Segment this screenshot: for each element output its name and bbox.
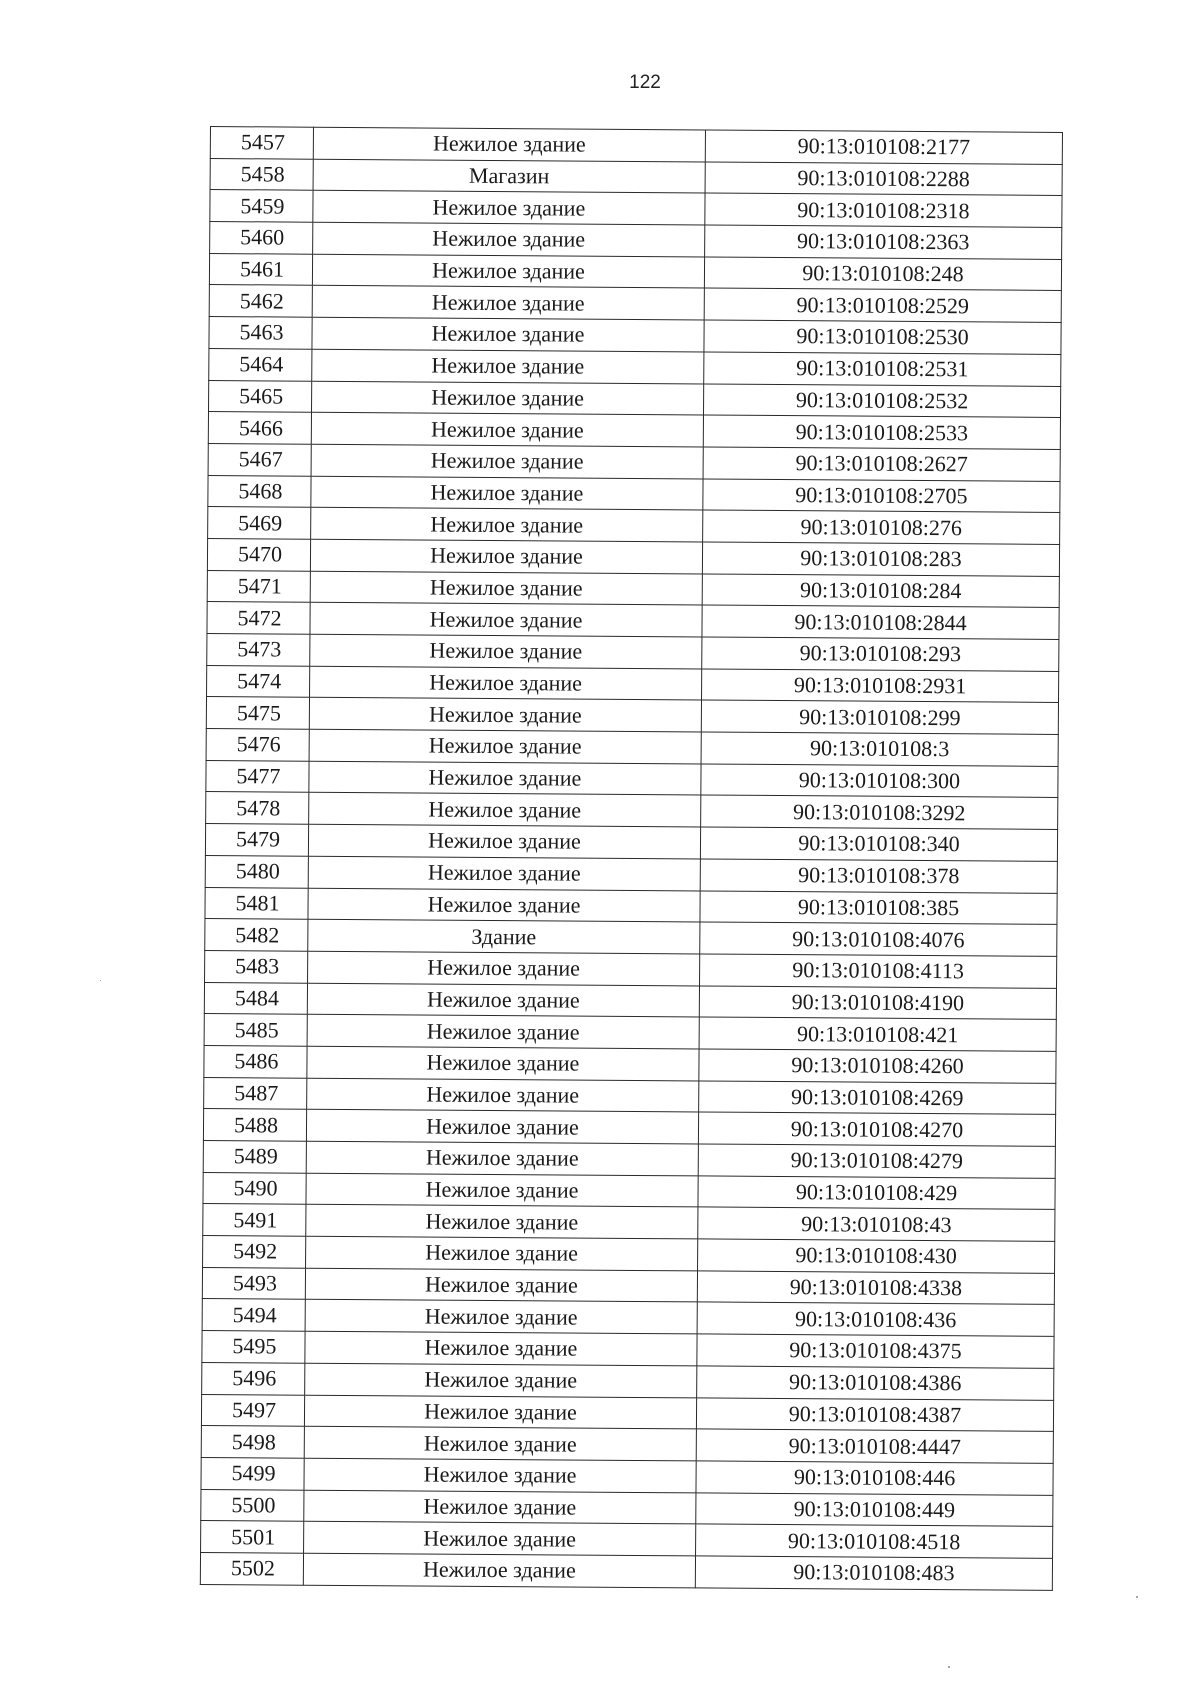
object-type-cell: Нежилое здание <box>310 666 702 700</box>
object-type-cell: Нежилое здание <box>305 1300 697 1334</box>
row-number-cell: 5491 <box>203 1204 306 1236</box>
cadastral-number-cell: 90:13:010108:340 <box>700 827 1057 861</box>
object-type-cell: Нежилое здание <box>307 1078 699 1112</box>
row-number-cell: 5463 <box>209 317 312 349</box>
row-number-cell: 5471 <box>207 570 310 602</box>
cadastral-number-cell: 90:13:010108:449 <box>696 1492 1053 1526</box>
object-type-cell: Нежилое здание <box>304 1490 696 1524</box>
row-number-cell: 5479 <box>205 824 308 856</box>
object-type-cell: Нежилое здание <box>304 1426 696 1460</box>
row-number-cell: 5497 <box>201 1394 304 1426</box>
cadastral-number-cell: 90:13:010108:276 <box>703 510 1060 544</box>
row-number-cell: 5489 <box>203 1140 306 1172</box>
object-type-cell: Нежилое здание <box>313 222 705 256</box>
row-number-cell: 5461 <box>209 253 312 285</box>
object-type-cell: Нежилое здание <box>305 1268 697 1302</box>
row-number-cell: 5493 <box>202 1267 305 1299</box>
row-number-cell: 5484 <box>204 982 307 1014</box>
object-type-cell: Нежилое здание <box>306 1173 698 1207</box>
row-number-cell: 5460 <box>210 222 313 254</box>
object-type-cell: Нежилое здание <box>310 634 702 668</box>
object-type-cell: Нежилое здание <box>312 317 704 351</box>
row-number-cell: 5480 <box>205 855 308 887</box>
row-number-cell: 5458 <box>210 158 313 190</box>
row-number-cell: 5494 <box>202 1299 305 1331</box>
cadastral-number-cell: 90:13:010108:4269 <box>699 1081 1056 1115</box>
object-type-cell: Нежилое здание <box>308 951 700 985</box>
object-type-cell: Нежилое здание <box>307 1046 699 1080</box>
object-type-cell: Нежилое здание <box>308 888 700 922</box>
cadastral-number-cell: 90:13:010108:4270 <box>698 1112 1055 1146</box>
cadastral-number-cell: 90:13:010108:4260 <box>699 1049 1056 1083</box>
object-type-cell: Нежилое здание <box>306 1110 698 1144</box>
object-type-cell: Нежилое здание <box>308 824 700 858</box>
object-type-cell: Нежилое здание <box>304 1458 696 1492</box>
cadastral-number-cell: 90:13:010108:2531 <box>704 352 1061 386</box>
object-type-cell: Нежилое здание <box>311 444 703 478</box>
object-type-cell: Нежилое здание <box>305 1363 697 1397</box>
row-number-cell: 5470 <box>207 538 310 570</box>
row-number-cell: 5464 <box>209 348 312 380</box>
cadastral-number-cell: 90:13:010108:4076 <box>700 922 1057 956</box>
cadastral-number-cell: 90:13:010108:4386 <box>697 1366 1054 1400</box>
cadastral-number-cell: 90:13:010108:446 <box>696 1461 1053 1495</box>
cadastral-number-cell: 90:13:010108:300 <box>701 764 1058 798</box>
row-number-cell: 5465 <box>209 380 312 412</box>
cadastral-number-cell: 90:13:010108:421 <box>699 1017 1056 1051</box>
row-number-cell: 5474 <box>207 665 310 697</box>
cadastral-number-cell: 90:13:010108:299 <box>701 700 1058 734</box>
row-number-cell: 5475 <box>206 697 309 729</box>
cadastral-number-cell: 90:13:010108:430 <box>698 1239 1055 1273</box>
register-table-container <box>200 126 1062 1591</box>
cadastral-number-cell: 90:13:010108:284 <box>702 574 1059 608</box>
row-number-cell: 5501 <box>201 1521 304 1553</box>
object-type-cell: Нежилое здание <box>304 1395 696 1429</box>
object-type-cell: Нежилое здание <box>306 1236 698 1270</box>
cadastral-number-cell: 90:13:010108:2530 <box>704 320 1061 354</box>
row-number-cell: 5462 <box>209 285 312 317</box>
object-type-cell: Нежилое здание <box>309 698 701 732</box>
cadastral-number-cell: 90:13:010108:2363 <box>705 225 1062 259</box>
row-number-cell: 5488 <box>203 1109 306 1141</box>
row-number-cell: 5499 <box>201 1457 304 1489</box>
object-type-cell: Нежилое здание <box>309 793 701 827</box>
row-number-cell: 5468 <box>208 475 311 507</box>
row-number-cell: 5472 <box>207 602 310 634</box>
object-type-cell: Нежилое здание <box>307 983 699 1017</box>
cadastral-number-cell: 90:13:010108:43 <box>698 1207 1055 1241</box>
row-number-cell: 5457 <box>210 127 313 159</box>
object-type-cell: Нежилое здание <box>310 603 702 637</box>
cadastral-number-cell: 90:13:010108:248 <box>704 257 1061 291</box>
object-type-cell: Нежилое здание <box>309 761 701 795</box>
scan-speck <box>100 980 101 981</box>
cadastral-number-cell: 90:13:010108:283 <box>702 542 1059 576</box>
cadastral-number-cell: 90:13:010108:2533 <box>703 415 1060 449</box>
row-number-cell: 5500 <box>201 1489 304 1521</box>
table-row <box>200 1552 1052 1590</box>
row-number-cell: 5478 <box>206 792 309 824</box>
object-type-cell: Магазин <box>313 159 705 193</box>
object-type-cell: Нежилое здание <box>309 729 701 763</box>
register-table <box>200 126 1063 1591</box>
cadastral-number-cell: 90:13:010108:4375 <box>697 1334 1054 1368</box>
scan-speck <box>1136 1596 1138 1598</box>
object-type-cell: Нежилое здание <box>304 1521 696 1555</box>
row-number-cell: 5486 <box>204 1045 307 1077</box>
row-number-cell: 5485 <box>204 1014 307 1046</box>
cadastral-number-cell: 90:13:010108:2844 <box>702 605 1059 639</box>
object-type-cell: Нежилое здание <box>303 1553 695 1587</box>
object-type-cell: Нежилое здание <box>311 412 703 446</box>
row-number-cell: 5459 <box>210 190 313 222</box>
row-number-cell: 5469 <box>208 507 311 539</box>
row-number-cell: 5467 <box>208 443 311 475</box>
object-type-cell: Нежилое здание <box>312 349 704 383</box>
object-type-cell: Здание <box>308 919 700 953</box>
object-type-cell: Нежилое здание <box>306 1141 698 1175</box>
cadastral-number-cell: 90:13:010108:2177 <box>705 130 1062 164</box>
row-number-cell: 5502 <box>200 1552 303 1584</box>
cadastral-number-cell: 90:13:010108:385 <box>700 890 1057 924</box>
row-number-cell: 5481 <box>205 887 308 919</box>
cadastral-number-cell: 90:13:010108:2288 <box>705 162 1062 196</box>
object-type-cell: Нежилое здание <box>305 1331 697 1365</box>
object-type-cell: Нежилое здание <box>312 286 704 320</box>
cadastral-number-cell: 90:13:010108:2532 <box>703 383 1060 417</box>
cadastral-number-cell: 90:13:010108:4190 <box>699 986 1056 1020</box>
object-type-cell: Нежилое здание <box>311 476 703 510</box>
cadastral-number-cell: 90:13:010108:429 <box>698 1176 1055 1210</box>
row-number-cell: 5466 <box>208 412 311 444</box>
cadastral-number-cell: 90:13:010108:293 <box>702 637 1059 671</box>
cadastral-number-cell: 90:13:010108:2627 <box>703 447 1060 481</box>
row-number-cell: 5473 <box>207 633 310 665</box>
cadastral-number-cell: 90:13:010108:4447 <box>696 1429 1053 1463</box>
scan-speck <box>948 1666 950 1668</box>
object-type-cell: Нежилое здание <box>312 381 704 415</box>
row-number-cell: 5487 <box>204 1077 307 1109</box>
cadastral-number-cell: 90:13:010108:2931 <box>702 669 1059 703</box>
cadastral-number-cell: 90:13:010108:436 <box>697 1302 1054 1336</box>
cadastral-number-cell: 90:13:010108:2705 <box>703 479 1060 513</box>
row-number-cell: 5483 <box>205 950 308 982</box>
register-table-body <box>200 127 1062 1591</box>
row-number-cell: 5490 <box>203 1172 306 1204</box>
object-type-cell: Нежилое здание <box>311 507 703 541</box>
object-type-cell: Нежилое здание <box>310 571 702 605</box>
row-number-cell: 5482 <box>205 919 308 951</box>
cadastral-number-cell: 90:13:010108:4518 <box>696 1524 1053 1558</box>
row-number-cell: 5492 <box>203 1236 306 1268</box>
row-number-cell: 5476 <box>206 729 309 761</box>
cadastral-number-cell: 90:13:010108:4113 <box>700 954 1057 988</box>
object-type-cell: Нежилое здание <box>308 856 700 890</box>
cadastral-number-cell: 90:13:010108:4338 <box>697 1271 1054 1305</box>
page-number: 122 <box>629 72 661 93</box>
cadastral-number-cell: 90:13:010108:4387 <box>696 1397 1053 1431</box>
object-type-cell: Нежилое здание <box>313 127 705 161</box>
cadastral-number-cell: 90:13:010108:2529 <box>704 288 1061 322</box>
object-type-cell: Нежилое здание <box>313 191 705 225</box>
cadastral-number-cell: 90:13:010108:4279 <box>698 1144 1055 1178</box>
cadastral-number-cell: 90:13:010108:2318 <box>705 193 1062 227</box>
row-number-cell: 5495 <box>202 1331 305 1363</box>
cadastral-number-cell: 90:13:010108:3292 <box>701 795 1058 829</box>
cadastral-number-cell: 90:13:010108:378 <box>700 859 1057 893</box>
row-number-cell: 5498 <box>201 1426 304 1458</box>
row-number-cell: 5477 <box>206 760 309 792</box>
row-number-cell: 5496 <box>202 1362 305 1394</box>
cadastral-number-cell: 90:13:010108:3 <box>701 732 1058 766</box>
object-type-cell: Нежилое здание <box>307 1014 699 1048</box>
object-type-cell: Нежилое здание <box>310 539 702 573</box>
cadastral-number-cell: 90:13:010108:483 <box>695 1556 1052 1590</box>
object-type-cell: Нежилое здание <box>312 254 704 288</box>
object-type-cell: Нежилое здание <box>306 1205 698 1239</box>
